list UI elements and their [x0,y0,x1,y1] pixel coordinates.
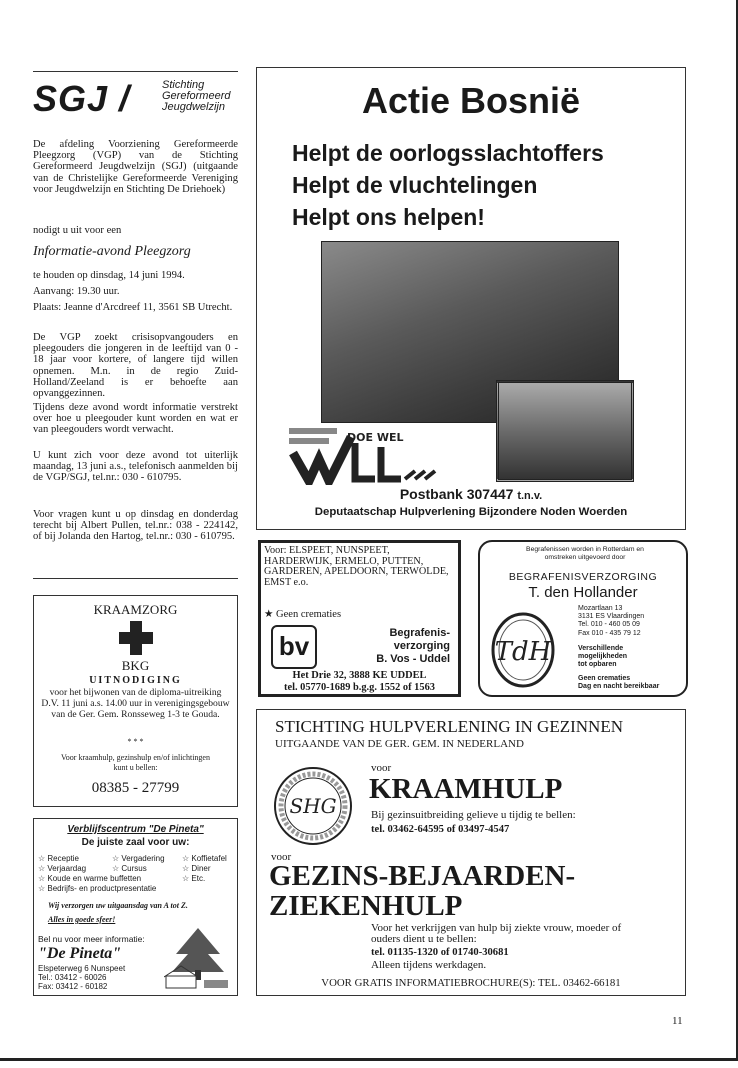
pineta-fax: Fax: 03412 - 60182 [38,982,108,991]
bosnie-line: Helpt de oorlogsslachtoffers [292,140,604,166]
doe-wel-text: DOE WEL [347,431,404,444]
vos-phone: tel. 05770-1689 b.g.g. 1552 of 1563 [284,682,435,693]
hollander-emblem-icon [490,604,556,690]
vos-places: Voor: ELSPEET, NUNSPEET, HARDERWIJK, ERMELO, PUTTEN, GARDEREN, APELDOORN, TERWOLDE, EMST e.o. [264,545,449,588]
sgj-paragraph-4: Voor vragen kunt u op dinsdag en donderdag terecht bij Albert Pullen, tel.nr.: 038 - 224142, of bij Jolanda den Hartog, tel.nr.: 030 - 610795. [33,509,238,543]
stichting-seal-icon [272,765,354,847]
sgj-intro: De afdeling Voorziening Gereformeerde Pleegzorg (VGP) van de Stichting Gereformeerd Jeugdwelzijn (SGJ) (uitgaande van de Christelijke Gereformeerde Vereniging voor Jeugdwelzijn en Stichting De Driehoek) [33,139,238,195]
pineta-item: ☆ Etc. [182,874,206,883]
pineta-call: Bel nu voor meer informatie: [38,934,145,944]
kraamzorg-text: voor het bijwonen van de diploma-uitreiking D.V. 11 juni a.s. 14.00 uur in verenigingsgebouw van de Ger. Gem. Ronsseweg 1-3 te Gouda. [41,687,230,720]
sgj-paragraph-2: Tijdens deze avond wordt informatie verstrekt over hoe u pleegouder kunt worden en wat er van pleegouders wordt verwacht. [33,402,238,436]
cross-icon [119,621,153,655]
gezins-title: GEZINS-BEJAARDEN- ZIEKENHULP [269,860,576,922]
aid-photo [496,380,634,482]
sgj-subtitle: Stichting Gereformeerd Jeugdwelzijn [162,79,231,113]
bosnie-title: Actie Bosnië [361,80,581,121]
kraamhulp-title: KRAAMHULP [369,773,563,805]
hollander-ad [478,540,688,697]
mid-rule [33,578,238,579]
vos-name: Begrafenis- verzorging B. Vos - Uddel [376,627,450,665]
hollander-address: Mozartlaan 13 3131 ES Vlaardingen Tel. 010 - 460 05 09 Fax 010 - 435 79 12 [578,605,645,637]
gezins-tel: tel. 01135-1320 of 01740-30681 [371,947,509,958]
pineta-item: ☆ Cursus [112,864,147,873]
gezins-days: Alleen tijdens werkdagen. [371,959,487,971]
pineta-alles: Alles in goede sfeer! [48,915,116,924]
kraamzorg-org: BKG [121,658,150,673]
stichting-title: STICHTING HULPVERLENING IN GEZINNEN [275,717,623,736]
sgj-logo: SGJ / [33,78,131,119]
bosnie-line: Helpt ons helpen! [292,204,485,230]
event-title: Informatie-avond Pleegzorg [33,244,191,259]
sgj-paragraph-3: U kunt zich voor deze avond tot uiterlijk maandag, 13 juni a.s., telefonisch aanmelden bij de VGP/SGJ, tel.nr.: 030 - 610795. [33,450,238,484]
gezins-voor: voor [271,851,292,863]
event-date: te houden op dinsdag, 14 juni 1994. [33,270,185,281]
pineta-ad [33,818,238,996]
pineta-item: ☆ Verjaardag [38,864,87,873]
hollander-extra: Verschillende mogelijkheden tot opbaren [578,645,628,669]
bosnie-ad [256,67,686,530]
top-rule [33,71,238,72]
pineta-header: Verblijfscentrum "De Pineta" [67,824,204,835]
doe-wel-logo [289,423,439,485]
vos-cremations: ★ Geen crematies [264,609,342,620]
kraamzorg-phone: 08385 - 27799 [91,780,180,796]
pineta-item: ☆ Koffietafel [182,854,227,863]
event-start: Aanvang: 19.30 uur. [33,286,120,297]
pineta-subheader: De juiste zaal voor uw: [81,837,190,848]
pineta-item: ☆ Vergadering [112,854,165,863]
kraamzorg-title: KRAAMZORG [93,602,178,617]
bosnie-org: Deputaatschap Hulpverlening Bijzondere Noden Woerden [314,506,628,518]
sgj-paragraph-1: De VGP zoekt crisisopvangouders en pleegouders die jongeren in de leeftijd van 0 - 18 jaar voor kortere, of langere tijd willen opnemen. M.n. in de regio Zuid-Holland/Zeeland is er behoefte aan opvanggezinnen. [33,332,238,400]
hollander-day: Dag en nacht bereikbaar [578,683,660,690]
stichting-subtitle: UITGAANDE VAN DE GER. GEM. IN NEDERLAND [275,738,524,750]
bosnie-line: Helpt de vluchtelingen [292,172,538,198]
pineta-service: Wij verzorgen uw uitgaansdag van A tot Z. [48,901,188,910]
pineta-item: ☆ Bedrijfs- en productpresentatie [38,884,157,893]
pineta-item: ☆ Receptie [38,854,79,863]
pineta-item: ☆ Koude en warme buffetten [38,874,142,883]
vos-logo: bv [271,625,317,669]
hollander-nocrem: Geen crematies [578,675,631,682]
kraamhulp-tel: tel. 03462-64595 of 03497-4547 [371,824,510,835]
svg-text:SHG: SHG [289,794,337,818]
stichting-footer: VOOR GRATIS INFORMATIEBROCHURE(S): TEL. 03462-66181 [321,977,621,989]
pineta-item: ☆ Diner [182,864,211,873]
gezins-text: Voor het verkrijgen van hulp bij ziekte vrouw, moeder of ouders dient u te bellen: [371,922,622,946]
sgj-invite: nodigt u uit voor een [33,225,122,236]
pineta-tel: Tel.: 03412 - 60026 [38,973,107,982]
vos-ad [258,540,461,697]
pine-tree-illustration [164,924,232,990]
pineta-address: Elspeterweg 6 Nunspeet [38,964,126,973]
page-number: 11 [672,1015,683,1027]
hollander-name: T. den Hollander [528,584,638,601]
hollander-top: Begrafenissen worden in Rotterdam en omstreken uitgevoerd door [526,546,644,561]
hollander-title: BEGRAFENISVERZORGING [508,571,658,583]
kraamzorg-heading: UITNODIGING [89,675,182,686]
kraamzorg-info: Voor kraamhulp, gezinshulp en/of inlichtingen kunt u bellen: [61,753,210,772]
kraamzorg-ad [33,595,238,807]
event-place: Plaats: Jeanne d'Arcdreef 11, 3561 SB Utrecht. [33,302,233,313]
vos-address: Het Drie 32, 3888 KE UDDEL [292,670,427,681]
stichting-ad [256,709,686,996]
kraamzorg-stars: * * * [127,737,144,746]
svg-text:TdH: TdH [494,637,552,667]
kraamhulp-voor: voor [371,762,392,774]
bosnie-postbank: Postbank 307447 t.n.v. [399,486,543,502]
pineta-name: "De Pineta" [38,945,122,962]
kraamhulp-text: Bij gezinsuitbreiding gelieve u tijdig te bellen: [371,809,576,821]
